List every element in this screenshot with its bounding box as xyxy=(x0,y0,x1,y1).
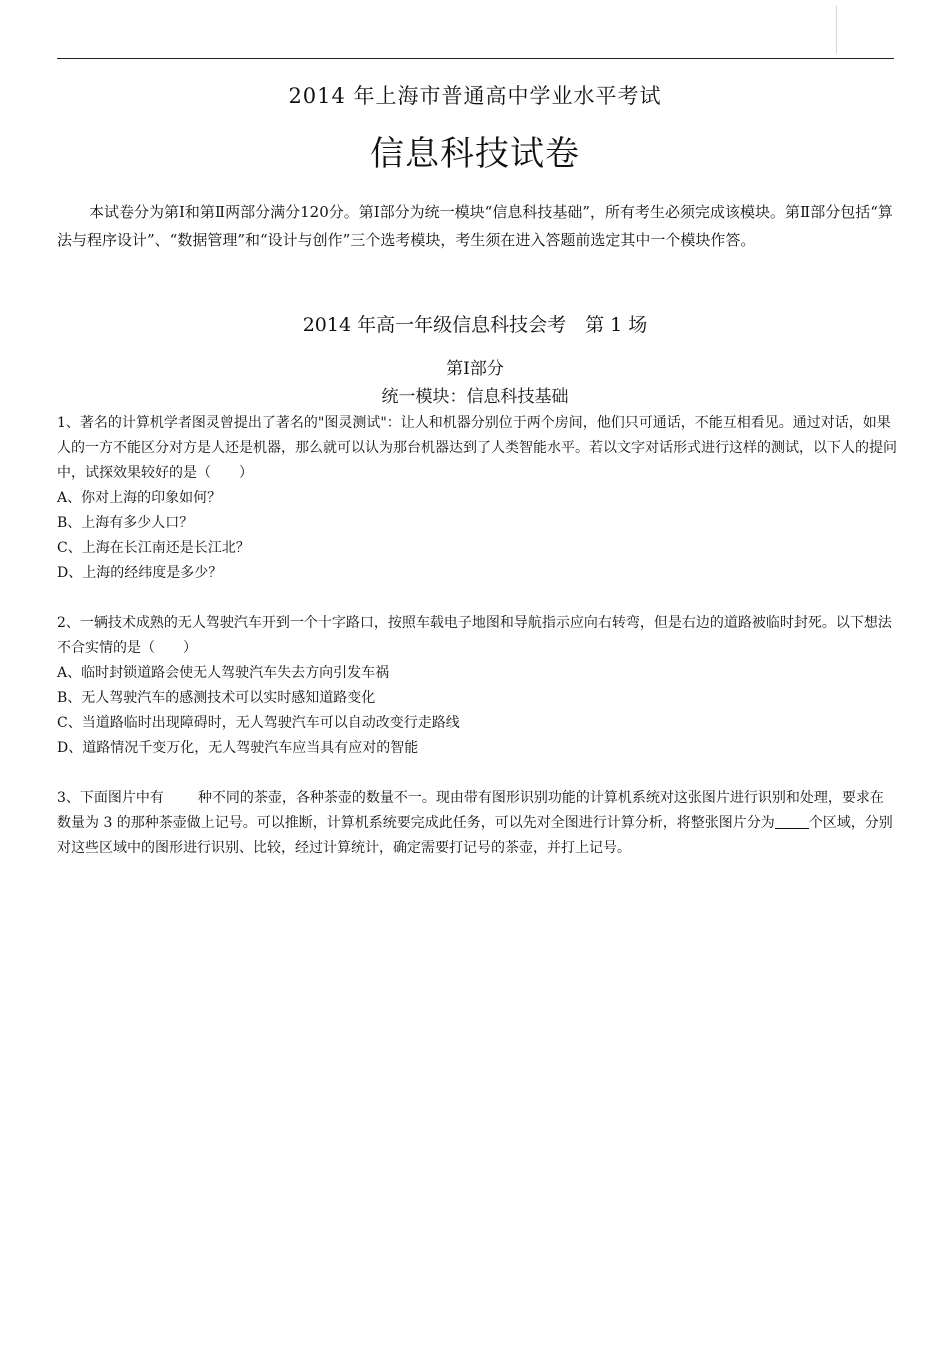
question-stem: 1、著名的计算机学者图灵曾提出了著名的"图灵测试"：让人和机器分别位于两个房间，他们只可通话，不能互相看见。通过对话，如果人的一方不能区分对方是人还是机器，那么就可以认为那台机器达到了人类智能水平。若以文字对话形式进行这样的测试，以下人的提问中，试探效果较好的是（ ） xyxy=(57,415,897,481)
option-b: B、上海有多少人口？ xyxy=(57,515,194,531)
exam-title: 2014 年上海市普通高中学业水平考试 xyxy=(288,84,662,108)
stem-part-3: 个区域，分别对这些区域中的图形进行识别、比较，经过计算统计，确定需要打记号的茶壶，并打上记号。 xyxy=(57,815,893,856)
question-2 xyxy=(57,611,897,761)
option-a: A、临时封锁道路会使无人驾驶汽车失去方向引发车祸 xyxy=(57,665,390,681)
stem-part-1: 3、下面图片中有 xyxy=(57,790,164,806)
intro-paragraph xyxy=(57,198,897,254)
answer-blank xyxy=(775,814,809,829)
question-1 xyxy=(57,411,897,586)
option-c: C、上海在长江南还是长江北？ xyxy=(57,540,250,556)
option-a: A、你对上海的印象如何？ xyxy=(57,490,222,506)
question-stem xyxy=(57,786,897,861)
option-d: D、道路情况千变万化，无人驾驶汽车应当具有应对的智能 xyxy=(57,740,419,756)
question-3 xyxy=(57,786,897,861)
module-title: 统一模块：信息科技基础 xyxy=(381,387,569,407)
part-title: 第Ⅰ部分 xyxy=(446,359,504,379)
intro-text: 本试卷分为第Ⅰ和第Ⅱ两部分满分120分。第Ⅰ部分为统一模块“信息科技基础”，所有考生必须完成该模块。第Ⅱ部分包括“算法与程序设计”、“数据管理”和“设计与创作”三个选考模块，考生须在进入答题前选定其中一个模块作答。 xyxy=(57,203,893,249)
question-stem: 2、一辆技术成熟的无人驾驶汽车开到一个十字路口，按照车载电子地图和导航指示应向右转弯，但是右边的道路被临时封死。以下想法不合实情的是（ ） xyxy=(57,615,892,656)
question-list xyxy=(57,411,897,886)
paper-title: 信息科技试卷 xyxy=(370,134,580,174)
option-d: D、上海的经纬度是多少？ xyxy=(57,565,223,581)
stem-part-2: 种不同的茶壶，各种茶壶的数量不一。现由带有图形识别功能的计算机系统对这张图片进行识别和处理，要求在数量为 3 的那种茶壶做上记号。可以推断，计算机系统要完成此任务，可以先对全图进行计算分析，将整张图片分为 xyxy=(57,790,884,831)
page-corner-mark xyxy=(836,6,837,54)
option-b: B、无人驾驶汽车的感测技术可以实时感知道路变化 xyxy=(57,690,376,706)
header-rule xyxy=(57,58,894,59)
session-title: 2014 年高一年级信息科技会考 第 1 场 xyxy=(302,314,648,336)
option-c: C、当道路临时出现障碍时，无人驾驶汽车可以自动改变行走路线 xyxy=(57,715,460,731)
